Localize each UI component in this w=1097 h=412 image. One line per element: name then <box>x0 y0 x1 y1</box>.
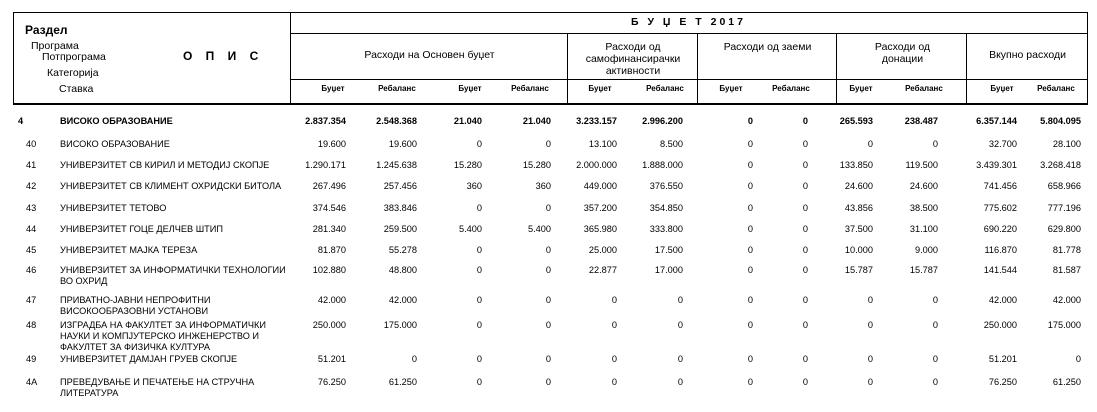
row-description: ИЗГРАДБА НА ФАКУЛТЕТ ЗА ИНФОРМАТИЧКИ НАУКИ И КОМПЈУТЕРСКО ИНЖЕНЕРСТВО И ФАКУЛТЕТ ЗА ФИЗИЧКА КУЛТУРА <box>60 320 266 352</box>
row-value-cell: 357.200 <box>583 203 617 213</box>
group-header-selffinancing: Расходи од самофинансирачки активности <box>585 41 681 77</box>
row-value-cell: 25.000 <box>588 245 617 255</box>
row-code: 44 <box>26 224 37 234</box>
row-value-cell: 42.000 <box>317 295 346 305</box>
row-value-cell: 0 <box>545 354 551 364</box>
row-value-cell: 0 <box>802 354 808 364</box>
row-value-cell: 0 <box>932 139 938 149</box>
row-value-cell: 0 <box>747 203 753 213</box>
row-value-cell: 0 <box>747 181 753 191</box>
row-value-cell: 449.000 <box>583 181 617 191</box>
row-description: ВИСОКО ОБРАЗОВАНИЕ <box>60 116 173 126</box>
row-value-cell: 257.456 <box>383 181 417 191</box>
row-value-cell: 175.000 <box>383 320 417 330</box>
row-value-cell: 21.040 <box>522 116 551 126</box>
row-value-cell: 259.500 <box>383 224 417 234</box>
row-value-cell: 0 <box>545 245 551 255</box>
row-value-cell: 250.000 <box>983 320 1017 330</box>
group-header-loans: Расходи од заеми <box>723 41 812 53</box>
row-value-cell: 17.000 <box>654 265 683 275</box>
row-value-cell: 360 <box>466 181 482 191</box>
row-value-cell: 376.550 <box>649 181 683 191</box>
row-value-cell: 15.787 <box>844 265 873 275</box>
row-value-cell: 61.250 <box>1052 377 1081 387</box>
budget-title: Б У Џ Е Т 2017 <box>631 16 746 28</box>
row-value-cell: 2.000.000 <box>576 160 617 170</box>
row-value-cell: 0 <box>747 160 753 170</box>
row-value-cell: 81.587 <box>1052 265 1081 275</box>
row-value-cell: 741.456 <box>983 181 1017 191</box>
row-value-cell: 0 <box>802 160 808 170</box>
row-value-cell: 0 <box>747 116 753 126</box>
row-value-cell: 0 <box>476 265 482 275</box>
row-code: 49 <box>26 354 37 364</box>
row-value-cell: 24.600 <box>844 181 873 191</box>
row-value-cell: 0 <box>545 139 551 149</box>
subheader-rebalans: Ребаланс <box>646 84 684 93</box>
row-value-cell: 102.880 <box>312 265 346 275</box>
row-value-cell: 0 <box>476 295 482 305</box>
stavka-label: Ставка <box>59 83 94 95</box>
row-value-cell: 0 <box>611 377 617 387</box>
row-value-cell: 8.500 <box>660 139 683 149</box>
row-value-cell: 5.804.095 <box>1040 116 1081 126</box>
header-divider <box>966 33 967 104</box>
row-value-cell: 0 <box>802 203 808 213</box>
row-code: 45 <box>26 245 37 255</box>
row-value-cell: 0 <box>802 320 808 330</box>
row-description: УНИВЕРЗИТЕТ ТЕТОВО <box>60 203 167 213</box>
row-value-cell: 38.500 <box>909 203 938 213</box>
row-value-cell: 629.800 <box>1047 224 1081 234</box>
row-value-cell: 690.220 <box>983 224 1017 234</box>
row-value-cell: 0 <box>802 116 808 126</box>
row-value-cell: 42.000 <box>1052 295 1081 305</box>
row-value-cell: 360 <box>535 181 551 191</box>
row-value-cell: 61.250 <box>388 377 417 387</box>
row-value-cell: 333.800 <box>649 224 683 234</box>
row-value-cell: 0 <box>932 377 938 387</box>
row-value-cell: 365.980 <box>583 224 617 234</box>
row-value-cell: 0 <box>747 320 753 330</box>
row-value-cell: 0 <box>545 265 551 275</box>
header-divider <box>290 33 1088 34</box>
row-value-cell: 42.000 <box>988 295 1017 305</box>
opis-label: О П И С <box>183 49 264 63</box>
subheader-budget: Буџет <box>849 84 873 93</box>
row-value-cell: 28.100 <box>1052 139 1081 149</box>
row-value-cell: 0 <box>611 295 617 305</box>
row-code: 4 <box>18 116 24 126</box>
row-value-cell: 0 <box>545 377 551 387</box>
row-value-cell: 0 <box>476 245 482 255</box>
row-value-cell: 42.000 <box>388 295 417 305</box>
row-value-cell: 0 <box>747 354 753 364</box>
potprograma-label: Потпрограма <box>42 51 106 63</box>
row-value-cell: 383.846 <box>383 203 417 213</box>
row-value-cell: 81.778 <box>1052 245 1081 255</box>
row-value-cell: 0 <box>1075 354 1081 364</box>
row-value-cell: 0 <box>747 377 753 387</box>
row-value-cell: 0 <box>932 354 938 364</box>
subheader-rebalans: Ребаланс <box>905 84 943 93</box>
row-value-cell: 0 <box>411 354 417 364</box>
header-divider <box>697 33 698 104</box>
row-value-cell: 51.201 <box>317 354 346 364</box>
row-value-cell: 1.290.171 <box>305 160 346 170</box>
row-value-cell: 374.546 <box>312 203 346 213</box>
row-value-cell: 250.000 <box>312 320 346 330</box>
row-value-cell: 0 <box>867 354 873 364</box>
row-value-cell: 0 <box>802 265 808 275</box>
row-value-cell: 0 <box>476 139 482 149</box>
row-value-cell: 141.544 <box>983 265 1017 275</box>
row-description: ПРИВАТНО-ЈАВНИ НЕПРОФИТНИ ВИСОКООБРАЗОВНИ УСТАНОВИ <box>60 295 211 316</box>
row-description: УНИВЕРЗИТЕТ МАЈКА ТЕРЕЗА <box>60 245 198 255</box>
row-description: УНИВЕРЗИТЕТ ДАМЈАН ГРУЕВ СКОПЈЕ <box>60 354 238 364</box>
header-divider <box>836 33 837 104</box>
row-value-cell: 265.593 <box>839 116 873 126</box>
row-value-cell: 267.496 <box>312 181 346 191</box>
header-divider <box>290 79 1088 80</box>
row-value-cell: 15.787 <box>909 265 938 275</box>
row-code: 41 <box>26 160 37 170</box>
row-value-cell: 17.500 <box>654 245 683 255</box>
row-value-cell: 13.100 <box>588 139 617 149</box>
row-value-cell: 1.245.638 <box>376 160 417 170</box>
row-value-cell: 0 <box>545 320 551 330</box>
subheader-budget: Буџет <box>588 84 612 93</box>
row-value-cell: 0 <box>611 354 617 364</box>
row-value-cell: 0 <box>802 245 808 255</box>
row-value-cell: 0 <box>747 265 753 275</box>
row-value-cell: 0 <box>747 224 753 234</box>
row-value-cell: 116.870 <box>984 245 1017 255</box>
row-code: 43 <box>26 203 37 213</box>
row-value-cell: 0 <box>867 139 873 149</box>
row-value-cell: 76.250 <box>317 377 346 387</box>
row-value-cell: 0 <box>677 320 683 330</box>
group-header-donations: Расходи од донации <box>874 41 931 65</box>
row-value-cell: 0 <box>476 320 482 330</box>
row-value-cell: 0 <box>747 245 753 255</box>
row-value-cell: 777.196 <box>1047 203 1081 213</box>
row-value-cell: 19.600 <box>388 139 417 149</box>
subheader-budget: Буџет <box>719 84 743 93</box>
subheader-rebalans: Ребаланс <box>772 84 810 93</box>
row-value-cell: 0 <box>545 295 551 305</box>
row-value-cell: 15.280 <box>522 160 551 170</box>
row-value-cell: 2.837.354 <box>305 116 346 126</box>
row-description: УНИВЕРЗИТЕТ ГОЦЕ ДЕЛЧЕВ ШТИП <box>60 224 223 234</box>
row-value-cell: 31.100 <box>909 224 938 234</box>
row-value-cell: 51.201 <box>988 354 1017 364</box>
row-value-cell: 119.500 <box>905 160 938 170</box>
row-value-cell: 0 <box>932 320 938 330</box>
row-code: 42 <box>26 181 37 191</box>
row-value-cell: 175.000 <box>1047 320 1081 330</box>
row-value-cell: 9.000 <box>915 245 938 255</box>
row-value-cell: 0 <box>802 181 808 191</box>
row-value-cell: 10.000 <box>844 245 873 255</box>
row-value-cell: 0 <box>545 203 551 213</box>
group-header-total: Вкупно расходи <box>989 49 1066 61</box>
row-value-cell: 0 <box>867 295 873 305</box>
header-divider <box>567 33 568 104</box>
row-value-cell: 5.400 <box>459 224 482 234</box>
row-code: 46 <box>26 265 37 275</box>
row-description: ПРЕВЕДУВАЊЕ И ПЕЧАТЕЊЕ НА СТРУЧНА ЛИТЕРАТУРА <box>60 377 255 398</box>
row-value-cell: 0 <box>802 295 808 305</box>
row-value-cell: 0 <box>476 377 482 387</box>
row-value-cell: 2.548.368 <box>376 116 417 126</box>
row-value-cell: 76.250 <box>988 377 1017 387</box>
row-value-cell: 775.602 <box>983 203 1017 213</box>
group-header-basic: Расходи на Основен буџет <box>364 49 495 61</box>
row-value-cell: 21.040 <box>453 116 482 126</box>
row-code: 4А <box>26 377 38 387</box>
row-value-cell: 0 <box>677 354 683 364</box>
row-value-cell: 0 <box>747 295 753 305</box>
row-value-cell: 2.996.200 <box>642 116 683 126</box>
subheader-budget: Буџет <box>458 84 482 93</box>
row-value-cell: 32.700 <box>988 139 1017 149</box>
row-value-cell: 0 <box>476 203 482 213</box>
row-value-cell: 43.856 <box>844 203 873 213</box>
subheader-budget: Буџет <box>321 84 345 93</box>
row-value-cell: 19.600 <box>317 139 346 149</box>
row-value-cell: 24.600 <box>909 181 938 191</box>
razdel-label: Раздел <box>25 23 68 37</box>
row-value-cell: 0 <box>802 377 808 387</box>
header-bottom-rule <box>13 104 1088 105</box>
programa-label: Програма <box>31 40 79 52</box>
row-description: УНИВЕРЗИТЕТ СВ КЛИМЕНТ ОХРИДСКИ БИТОЛА <box>60 181 282 191</box>
row-value-cell: 0 <box>611 320 617 330</box>
subheader-budget: Буџет <box>990 84 1014 93</box>
row-value-cell: 3.268.418 <box>1040 160 1081 170</box>
subheader-rebalans: Ребаланс <box>378 84 416 93</box>
row-code: 47 <box>26 295 37 305</box>
kategorija-label: Категорија <box>47 67 99 79</box>
subheader-rebalans: Ребаланс <box>511 84 549 93</box>
row-value-cell: 658.966 <box>1047 181 1081 191</box>
row-value-cell: 15.280 <box>453 160 482 170</box>
row-value-cell: 0 <box>677 295 683 305</box>
row-description: ВИСОКО ОБРАЗОВАНИЕ <box>60 139 170 149</box>
row-value-cell: 6.357.144 <box>976 116 1017 126</box>
row-value-cell: 37.500 <box>844 224 873 234</box>
row-value-cell: 354.850 <box>649 203 683 213</box>
row-value-cell: 3.439.301 <box>976 160 1017 170</box>
row-value-cell: 81.870 <box>317 245 346 255</box>
row-code: 40 <box>26 139 37 149</box>
row-value-cell: 1.888.000 <box>642 160 683 170</box>
row-value-cell: 48.800 <box>388 265 417 275</box>
row-value-cell: 0 <box>867 377 873 387</box>
row-value-cell: 5.400 <box>528 224 551 234</box>
row-value-cell: 0 <box>747 139 753 149</box>
row-value-cell: 0 <box>802 139 808 149</box>
subheader-rebalans: Ребаланс <box>1037 84 1075 93</box>
row-description: УНИВЕРЗИТЕТ ЗА ИНФОРМАТИЧКИ ТЕХНОЛОГИИ ВО ОХРИД <box>60 265 286 286</box>
row-value-cell: 0 <box>867 320 873 330</box>
row-value-cell: 22.877 <box>588 265 617 275</box>
row-value-cell: 281.340 <box>312 224 346 234</box>
row-value-cell: 0 <box>802 224 808 234</box>
row-value-cell: 0 <box>476 354 482 364</box>
row-value-cell: 238.487 <box>904 116 938 126</box>
row-value-cell: 133.850 <box>839 160 873 170</box>
row-value-cell: 55.278 <box>388 245 417 255</box>
row-value-cell: 0 <box>677 377 683 387</box>
row-value-cell: 0 <box>932 295 938 305</box>
row-value-cell: 3.233.157 <box>576 116 617 126</box>
row-description: УНИВЕРЗИТЕТ СВ КИРИЛ И МЕТОДИЈ СКОПЈЕ <box>60 160 270 170</box>
row-code: 48 <box>26 320 37 330</box>
